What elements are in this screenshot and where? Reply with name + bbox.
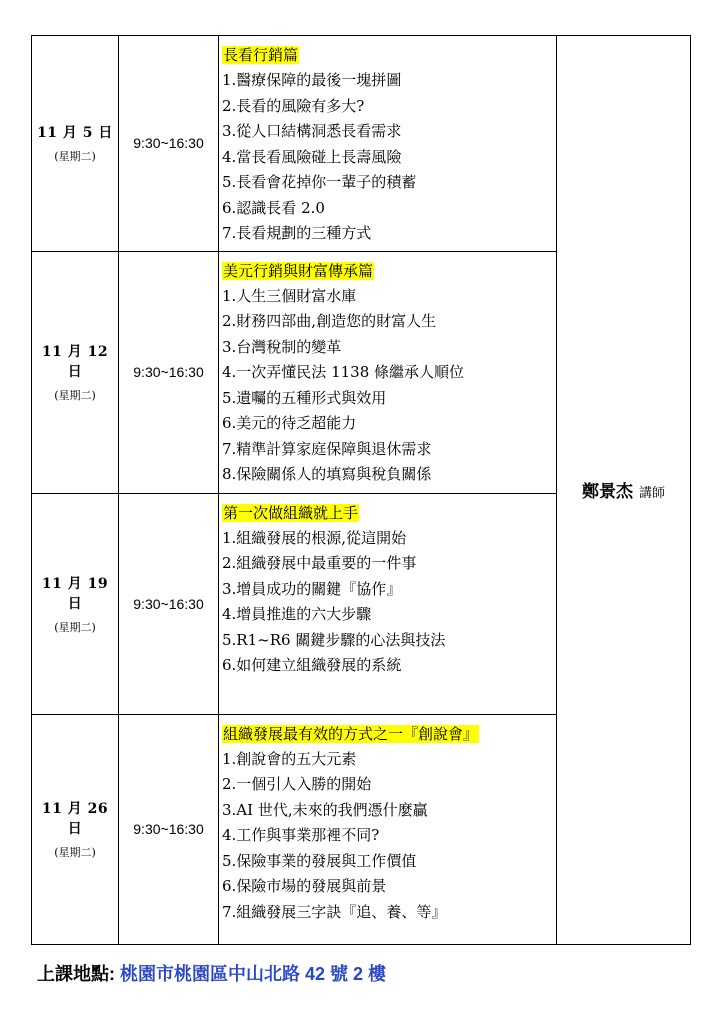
- session-topic-cell: [219, 493, 557, 714]
- course-schedule-table: [31, 35, 691, 945]
- topic-item: 3.增員成功的關鍵『協作』: [222, 579, 402, 598]
- topic-item: 7.精準計算家庭保障與退休需求: [222, 439, 432, 458]
- topic-item: 1.人生三個財富水庫: [222, 286, 357, 305]
- teacher-title: 講師: [638, 486, 665, 502]
- session-topic-cell: [219, 714, 557, 944]
- session-topic-title: 第一次做組織就上手: [223, 503, 359, 522]
- session-topic-title: 長看行銷篇: [223, 46, 299, 64]
- teacher-name: 鄭景杰: [581, 482, 633, 502]
- topic-item: 6.美元的待乏超能力: [222, 414, 357, 432]
- topic-item: 3.台灣稅制的變革: [222, 337, 342, 356]
- session-time: 9:30~16:30: [119, 251, 219, 493]
- topic-item: 4.增員推進的六大步驟: [222, 605, 372, 623]
- session-time: 9:30~16:30: [119, 493, 219, 714]
- location-label: 上課地點:: [37, 964, 115, 984]
- session-date: 11 月 5 日: [37, 125, 113, 142]
- topic-item: 8.保險關係人的填寫與稅負關係: [222, 465, 432, 483]
- topic-item: 2.一個引人入勝的開始: [222, 775, 372, 793]
- topic-item: 5.R1~R6 關鍵步驟的心法與技法: [222, 630, 446, 649]
- topic-item: 3.AI 世代,未來的我們憑什麼贏: [222, 800, 428, 819]
- session-weekday: (星期二): [54, 389, 96, 402]
- topic-item: 6.如何建立組織發展的系統: [222, 656, 402, 674]
- session-weekday: (星期二): [54, 150, 96, 164]
- session-date-cell: [32, 493, 119, 714]
- topic-item: 5.保險事業的發展與工作價值: [222, 851, 417, 870]
- topic-item: 6.保險市場的發展與前景: [222, 877, 387, 895]
- session-date-cell: [32, 714, 119, 944]
- topic-item: 2.組織發展中最重要的一件事: [222, 554, 417, 572]
- session-time: 9:30~16:30: [119, 714, 219, 944]
- topic-item: 7.長看規劃的三種方式: [222, 224, 372, 242]
- topic-item: 6.認識長看 2.0: [222, 198, 325, 217]
- topic-item: 7.組織發展三字訣『追、養、等』: [222, 902, 447, 921]
- session-topic-cell: [219, 36, 557, 252]
- topic-item: 4.一次弄懂民法 1138 條繼承人順位: [222, 363, 465, 381]
- topic-item: 3.從人口結構洞悉長看需求: [222, 122, 402, 140]
- topic-item: 1.創說會的五大元素: [222, 749, 357, 768]
- topic-item: 1.醫療保障的最後一塊拼圖: [222, 71, 402, 89]
- topic-item: 1.組織發展的根源,從這開始: [222, 528, 407, 547]
- session-weekday: (星期二): [54, 620, 96, 634]
- location-address: 桃園市桃園區中山北路 42 號 2 樓: [120, 964, 387, 984]
- session-row: [32, 36, 691, 252]
- session-date: 11 月 19 日: [41, 575, 109, 612]
- session-date-cell: [32, 251, 119, 493]
- class-location: [37, 960, 386, 986]
- topic-item: 5.長看會花掉你一輩子的積蓄: [222, 173, 417, 191]
- topic-item: 2.財務四部曲,創造您的財富人生: [222, 312, 437, 330]
- teacher-cell: [557, 36, 691, 945]
- session-time: 9:30~16:30: [119, 36, 219, 252]
- topic-item: 4.工作與事業那裡不同?: [222, 826, 380, 844]
- topic-item: 5.遺囑的五種形式與效用: [222, 388, 387, 407]
- session-date-cell: [32, 36, 119, 252]
- topic-item: 4.當長看風險碰上長壽風險: [222, 147, 402, 166]
- session-date: 11 月 26 日: [41, 801, 109, 837]
- session-date: 11 月 12 日: [41, 344, 109, 380]
- session-topic-cell: [219, 251, 557, 493]
- session-topic-title: 組織發展最有效的方式之一『創說會』: [223, 724, 479, 743]
- session-topic-title: 美元行銷與財富傳承篇: [223, 261, 374, 280]
- topic-item: 2.長看的風險有多大?: [222, 96, 365, 115]
- session-weekday: (星期二): [54, 846, 96, 859]
